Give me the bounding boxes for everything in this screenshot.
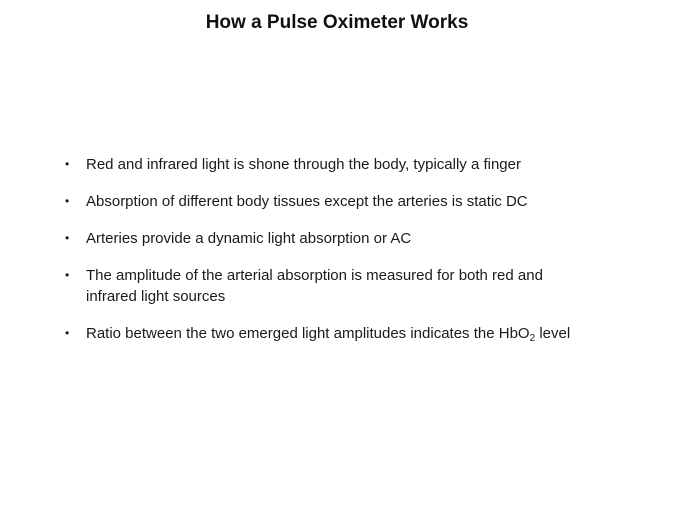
slide-title: How a Pulse Oximeter Works [205, 12, 469, 33]
bullet-marker: • [65, 231, 70, 245]
bullet-item [62, 228, 652, 249]
bullet-text [86, 325, 570, 342]
bullet-marker: • [65, 157, 70, 171]
bullet-list [62, 154, 652, 360]
bullet-marker: • [65, 268, 70, 282]
bullet-marker: • [65, 194, 70, 208]
bullet-text: The amplitude of the arterial absorption is measured for both red and infrared light sources [86, 267, 543, 305]
bullet-item [62, 191, 652, 212]
bullet-text-after: level [535, 325, 571, 342]
bullet-subscript: 2 [529, 333, 536, 344]
bullet-item [62, 154, 652, 175]
bullet-item [62, 265, 652, 307]
bullet-text: Arteries provide a dynamic light absorption or AC [86, 230, 412, 247]
bullet-text: Red and infrared light is shone through the body, typically a finger [86, 156, 521, 173]
bullet-marker: • [65, 326, 70, 340]
bullet-text-before: Ratio between the two emerged light amplitudes indicates the HbO [86, 325, 530, 342]
bullet-item [62, 323, 652, 344]
bullet-text: Absorption of different body tissues except the arteries is static DC [86, 193, 528, 210]
